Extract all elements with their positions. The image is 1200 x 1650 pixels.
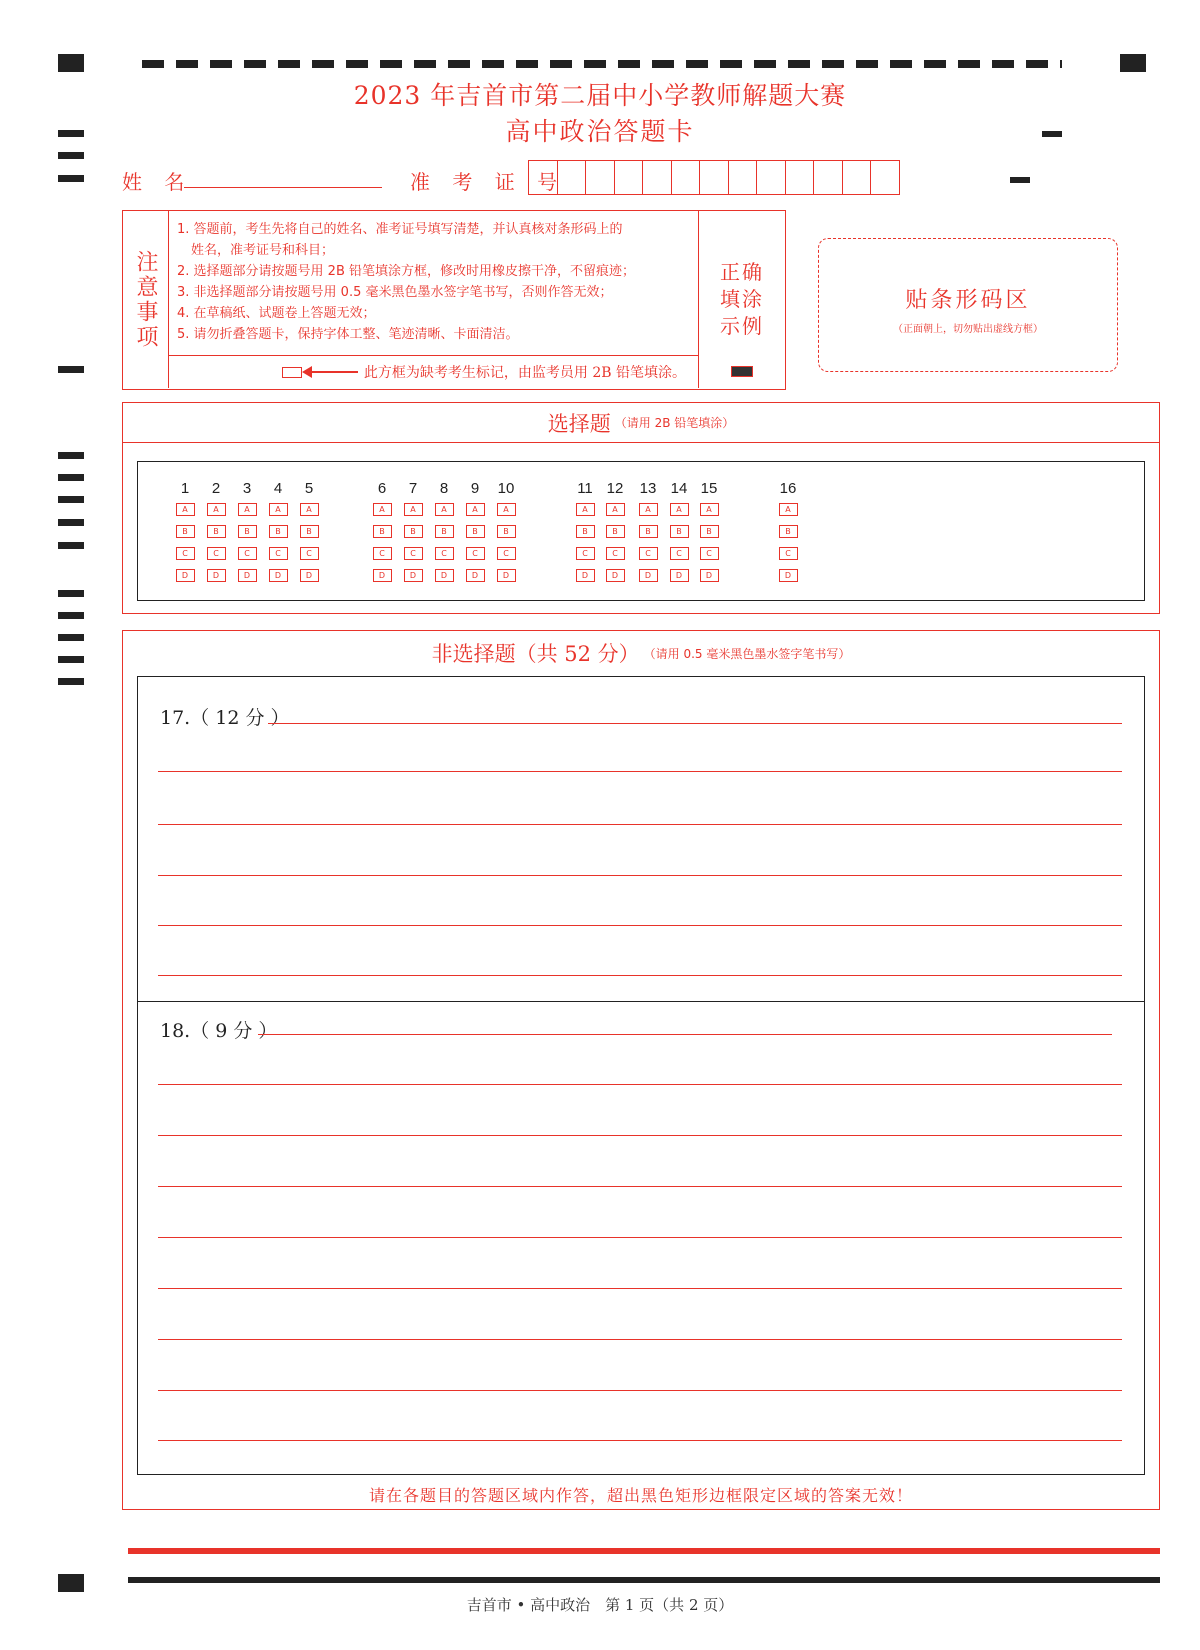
notice-item: 4. 在草稿纸、试题卷上答题无效； bbox=[177, 306, 376, 321]
answer-line[interactable] bbox=[158, 975, 1122, 976]
option-bubble-b[interactable]: B bbox=[176, 525, 195, 538]
question-16-choices bbox=[775, 480, 801, 582]
question-number: 16 bbox=[779, 480, 797, 497]
option-bubble-a[interactable]: A bbox=[466, 503, 485, 516]
question-6-choices bbox=[369, 480, 395, 582]
question-number: 4 bbox=[273, 480, 283, 497]
open-section bbox=[122, 630, 1160, 1510]
option-bubble-a[interactable]: A bbox=[700, 503, 719, 516]
page-info: 吉首市 • 高中政治 第 1 页（共 2 页） bbox=[466, 1596, 734, 1614]
question-number: 15 bbox=[700, 480, 718, 497]
id-digit-box[interactable] bbox=[700, 161, 729, 194]
option-bubble-c[interactable]: C bbox=[373, 547, 392, 560]
option-bubble-b[interactable]: B bbox=[269, 525, 288, 538]
question-number: 3 bbox=[242, 480, 252, 497]
option-bubble-c[interactable]: C bbox=[779, 547, 798, 560]
option-bubble-a[interactable]: A bbox=[300, 503, 319, 516]
answer-line[interactable] bbox=[158, 1237, 1122, 1238]
id-digit-box[interactable] bbox=[729, 161, 758, 194]
option-bubble-b[interactable]: B bbox=[435, 525, 454, 538]
option-bubble-b[interactable]: B bbox=[497, 525, 516, 538]
option-bubble-c[interactable]: C bbox=[269, 547, 288, 560]
choice-title-text: 选择题 bbox=[547, 411, 611, 436]
option-bubble-a[interactable]: A bbox=[404, 503, 423, 516]
fill-example bbox=[699, 211, 785, 388]
question-9-choices bbox=[462, 480, 488, 582]
timing-mark bbox=[1010, 177, 1030, 183]
question-number: 8 bbox=[439, 480, 449, 497]
option-bubble-c[interactable]: C bbox=[300, 547, 319, 560]
corner-mark-top-left bbox=[58, 54, 84, 72]
option-bubble-c[interactable]: C bbox=[435, 547, 454, 560]
option-bubble-d[interactable]: D bbox=[435, 569, 454, 582]
id-digit-box[interactable] bbox=[643, 161, 672, 194]
answer-line[interactable] bbox=[158, 771, 1122, 772]
answer-line[interactable] bbox=[158, 1288, 1122, 1289]
question-number: 2 bbox=[211, 480, 221, 497]
question-number: 9 bbox=[470, 480, 480, 497]
option-bubble-c[interactable]: C bbox=[404, 547, 423, 560]
id-digit-box[interactable] bbox=[843, 161, 872, 194]
id-digit-box[interactable] bbox=[757, 161, 786, 194]
option-bubble-d[interactable]: D bbox=[466, 569, 485, 582]
open-hint: （请用 0.5 毫米黑色墨水签字笔书写） bbox=[643, 646, 851, 661]
option-bubble-d[interactable]: D bbox=[700, 569, 719, 582]
option-bubble-d[interactable]: D bbox=[238, 569, 257, 582]
notice-item: 3. 非选择题部分请按题号用 0.5 毫米黑色墨水签字笔书写，否则作答无效； bbox=[177, 285, 613, 300]
question-number: 11 bbox=[577, 480, 593, 497]
corner-mark-top-right bbox=[1120, 54, 1146, 72]
option-bubble-d[interactable]: D bbox=[639, 569, 658, 582]
option-bubble-d[interactable]: D bbox=[404, 569, 423, 582]
option-bubble-b[interactable]: B bbox=[300, 525, 319, 538]
answer-line[interactable] bbox=[158, 875, 1122, 876]
exam-id-boxes[interactable] bbox=[528, 160, 900, 195]
top-timing-track bbox=[142, 60, 1062, 68]
id-digit-box[interactable] bbox=[615, 161, 644, 194]
question-3-choices bbox=[234, 480, 260, 582]
id-digit-box[interactable] bbox=[814, 161, 843, 194]
filled-box-icon bbox=[731, 366, 753, 377]
side-mark bbox=[58, 152, 84, 159]
side-mark bbox=[58, 496, 84, 503]
id-digit-box[interactable] bbox=[786, 161, 815, 194]
option-bubble-b[interactable]: B bbox=[670, 525, 689, 538]
option-bubble-d[interactable]: D bbox=[670, 569, 689, 582]
option-bubble-d[interactable]: D bbox=[497, 569, 516, 582]
barcode-area bbox=[818, 238, 1118, 372]
option-bubble-a[interactable]: A bbox=[670, 503, 689, 516]
option-bubble-c[interactable]: C bbox=[466, 547, 485, 560]
absent-marker-row bbox=[169, 356, 699, 388]
arrow-left-icon bbox=[304, 371, 358, 373]
contest-title: 2023 年吉首市第二届中小学教师解题大赛 bbox=[353, 81, 847, 110]
option-bubble-a[interactable]: A bbox=[497, 503, 516, 516]
side-mark bbox=[58, 656, 84, 663]
question-11-choices bbox=[572, 480, 598, 582]
barcode-title: 贴条形码区 bbox=[905, 288, 1031, 313]
question-13-choices bbox=[635, 480, 661, 582]
notice-heading bbox=[123, 211, 169, 388]
choice-section-title bbox=[123, 403, 1159, 443]
notice-list bbox=[169, 211, 699, 356]
option-bubble-c[interactable]: C bbox=[176, 547, 195, 560]
absent-checkbox[interactable] bbox=[282, 367, 302, 378]
option-bubble-c[interactable]: C bbox=[238, 547, 257, 560]
option-bubble-b[interactable]: B bbox=[779, 525, 798, 538]
option-bubble-d[interactable]: D bbox=[779, 569, 798, 582]
question-2-choices bbox=[203, 480, 229, 582]
option-bubble-b[interactable]: B bbox=[373, 525, 392, 538]
question-5-choices bbox=[296, 480, 322, 582]
choice-hint: （请用 2B 铅笔填涂） bbox=[614, 416, 735, 430]
option-bubble-a[interactable]: A bbox=[435, 503, 454, 516]
absent-note: 此方框为缺考考生标记，由监考员用 2B 铅笔填涂。 bbox=[363, 365, 686, 381]
side-mark bbox=[58, 542, 84, 549]
answer-line[interactable] bbox=[268, 723, 1122, 724]
side-mark bbox=[58, 175, 84, 182]
answer-area bbox=[137, 676, 1145, 1475]
notice-panel bbox=[122, 210, 786, 390]
question-18-area[interactable] bbox=[138, 1002, 1144, 1474]
question-number: 7 bbox=[408, 480, 418, 497]
option-bubble-d[interactable]: D bbox=[269, 569, 288, 582]
question-10-choices bbox=[493, 480, 519, 582]
fill-example-label: 正确填涂示例 bbox=[720, 260, 764, 338]
option-bubble-b[interactable]: B bbox=[404, 525, 423, 538]
question-number: 6 bbox=[377, 480, 387, 497]
option-bubble-a[interactable]: A bbox=[639, 503, 658, 516]
divider-red bbox=[128, 1548, 1160, 1554]
answer-warning: 请在各题目的答题区域内作答，超出黑色矩形边框限定区域的答案无效！ bbox=[368, 1486, 913, 1505]
option-bubble-b[interactable]: B bbox=[207, 525, 226, 538]
name-label: 姓 名 bbox=[122, 170, 193, 194]
notice-heading-text: 注意事项 bbox=[133, 249, 158, 350]
option-bubble-a[interactable]: A bbox=[176, 503, 195, 516]
option-bubble-a[interactable]: A bbox=[269, 503, 288, 516]
question-14-choices bbox=[666, 480, 692, 582]
answer-line[interactable] bbox=[158, 1390, 1122, 1391]
question-17-area[interactable] bbox=[138, 677, 1144, 1002]
question-number: 1 bbox=[180, 480, 190, 497]
id-digit-box[interactable] bbox=[672, 161, 701, 194]
side-mark bbox=[58, 519, 84, 526]
open-title-text: 非选择题（共 52 分） bbox=[431, 642, 640, 666]
side-mark bbox=[58, 474, 84, 481]
question-number: 10 bbox=[497, 480, 515, 497]
question-15-choices bbox=[696, 480, 722, 582]
answer-line[interactable] bbox=[158, 1084, 1122, 1085]
answer-line[interactable] bbox=[158, 1135, 1122, 1136]
answer-line[interactable] bbox=[158, 1186, 1122, 1187]
question-4-choices bbox=[265, 480, 291, 582]
option-bubble-b[interactable]: B bbox=[576, 525, 595, 538]
question-number: 5 bbox=[304, 480, 314, 497]
question-1-choices bbox=[172, 480, 198, 582]
question-8-choices bbox=[431, 480, 457, 582]
option-bubble-d[interactable]: D bbox=[373, 569, 392, 582]
answer-line[interactable] bbox=[158, 1339, 1122, 1340]
option-bubble-a[interactable]: A bbox=[779, 503, 798, 516]
question-12-choices bbox=[602, 480, 628, 582]
side-mark bbox=[58, 452, 84, 459]
option-bubble-c[interactable]: C bbox=[700, 547, 719, 560]
option-bubble-c[interactable]: C bbox=[497, 547, 516, 560]
barcode-note: （正面朝上，切勿贴出虚线方框） bbox=[893, 324, 1043, 335]
exam-id-label: 准 考 证 号 bbox=[410, 170, 566, 194]
notice-item: 2. 选择题部分请按题号用 2B 铅笔填涂方框，修改时用橡皮擦干净，不留痕迹； bbox=[177, 264, 635, 279]
side-mark bbox=[58, 634, 84, 641]
option-bubble-d[interactable]: D bbox=[300, 569, 319, 582]
answer-line[interactable] bbox=[158, 824, 1122, 825]
name-field[interactable] bbox=[184, 187, 382, 188]
side-mark bbox=[58, 590, 84, 597]
option-bubble-d[interactable]: D bbox=[207, 569, 226, 582]
option-bubble-a[interactable]: A bbox=[373, 503, 392, 516]
option-bubble-b[interactable]: B bbox=[606, 525, 625, 538]
option-bubble-c[interactable]: C bbox=[576, 547, 595, 560]
question-number: 12 bbox=[606, 480, 624, 497]
notice-item: 1. 答题前，考生先将自己的姓名、准考证号填写清楚，并认真核对条形码上的 bbox=[177, 222, 623, 237]
answer-line[interactable] bbox=[158, 1440, 1122, 1441]
id-digit-box[interactable] bbox=[558, 161, 587, 194]
option-bubble-d[interactable]: D bbox=[606, 569, 625, 582]
choice-section bbox=[122, 402, 1160, 614]
option-bubble-b[interactable]: B bbox=[639, 525, 658, 538]
question-number: 14 bbox=[670, 480, 688, 497]
side-mark bbox=[58, 612, 84, 619]
option-bubble-a[interactable]: A bbox=[238, 503, 257, 516]
side-mark bbox=[58, 678, 84, 685]
id-digit-box[interactable] bbox=[871, 161, 899, 194]
option-bubble-b[interactable]: B bbox=[238, 525, 257, 538]
answer-line[interactable] bbox=[158, 925, 1122, 926]
sheet-title: 高中政治答题卡 bbox=[505, 117, 695, 146]
id-digit-box[interactable] bbox=[586, 161, 615, 194]
open-section-title bbox=[123, 631, 1159, 675]
option-bubble-c[interactable]: C bbox=[639, 547, 658, 560]
option-bubble-b[interactable]: B bbox=[700, 525, 719, 538]
option-bubble-c[interactable]: C bbox=[670, 547, 689, 560]
choice-grid bbox=[137, 461, 1145, 601]
option-bubble-b[interactable]: B bbox=[466, 525, 485, 538]
corner-mark-bottom-left bbox=[58, 1574, 84, 1592]
option-bubble-d[interactable]: D bbox=[176, 569, 195, 582]
option-bubble-a[interactable]: A bbox=[207, 503, 226, 516]
divider-black bbox=[128, 1577, 1160, 1583]
question-17-label: 17.（ 12 分 ） bbox=[160, 707, 290, 729]
id-digit-box[interactable] bbox=[529, 161, 558, 194]
answer-line[interactable] bbox=[258, 1034, 1112, 1035]
side-mark bbox=[58, 366, 84, 373]
option-bubble-c[interactable]: C bbox=[606, 547, 625, 560]
option-bubble-c[interactable]: C bbox=[207, 547, 226, 560]
question-7-choices bbox=[400, 480, 426, 582]
option-bubble-d[interactable]: D bbox=[576, 569, 595, 582]
question-number: 13 bbox=[639, 480, 657, 497]
question-18-label: 18.（ 9 分 ） bbox=[160, 1020, 278, 1042]
option-bubble-a[interactable]: A bbox=[576, 503, 595, 516]
notice-item: 5. 请勿折叠答题卡，保持字体工整、笔迹清晰、卡面清洁。 bbox=[177, 327, 519, 342]
notice-item: 姓名，准考证号和科目； bbox=[191, 243, 335, 258]
option-bubble-a[interactable]: A bbox=[606, 503, 625, 516]
